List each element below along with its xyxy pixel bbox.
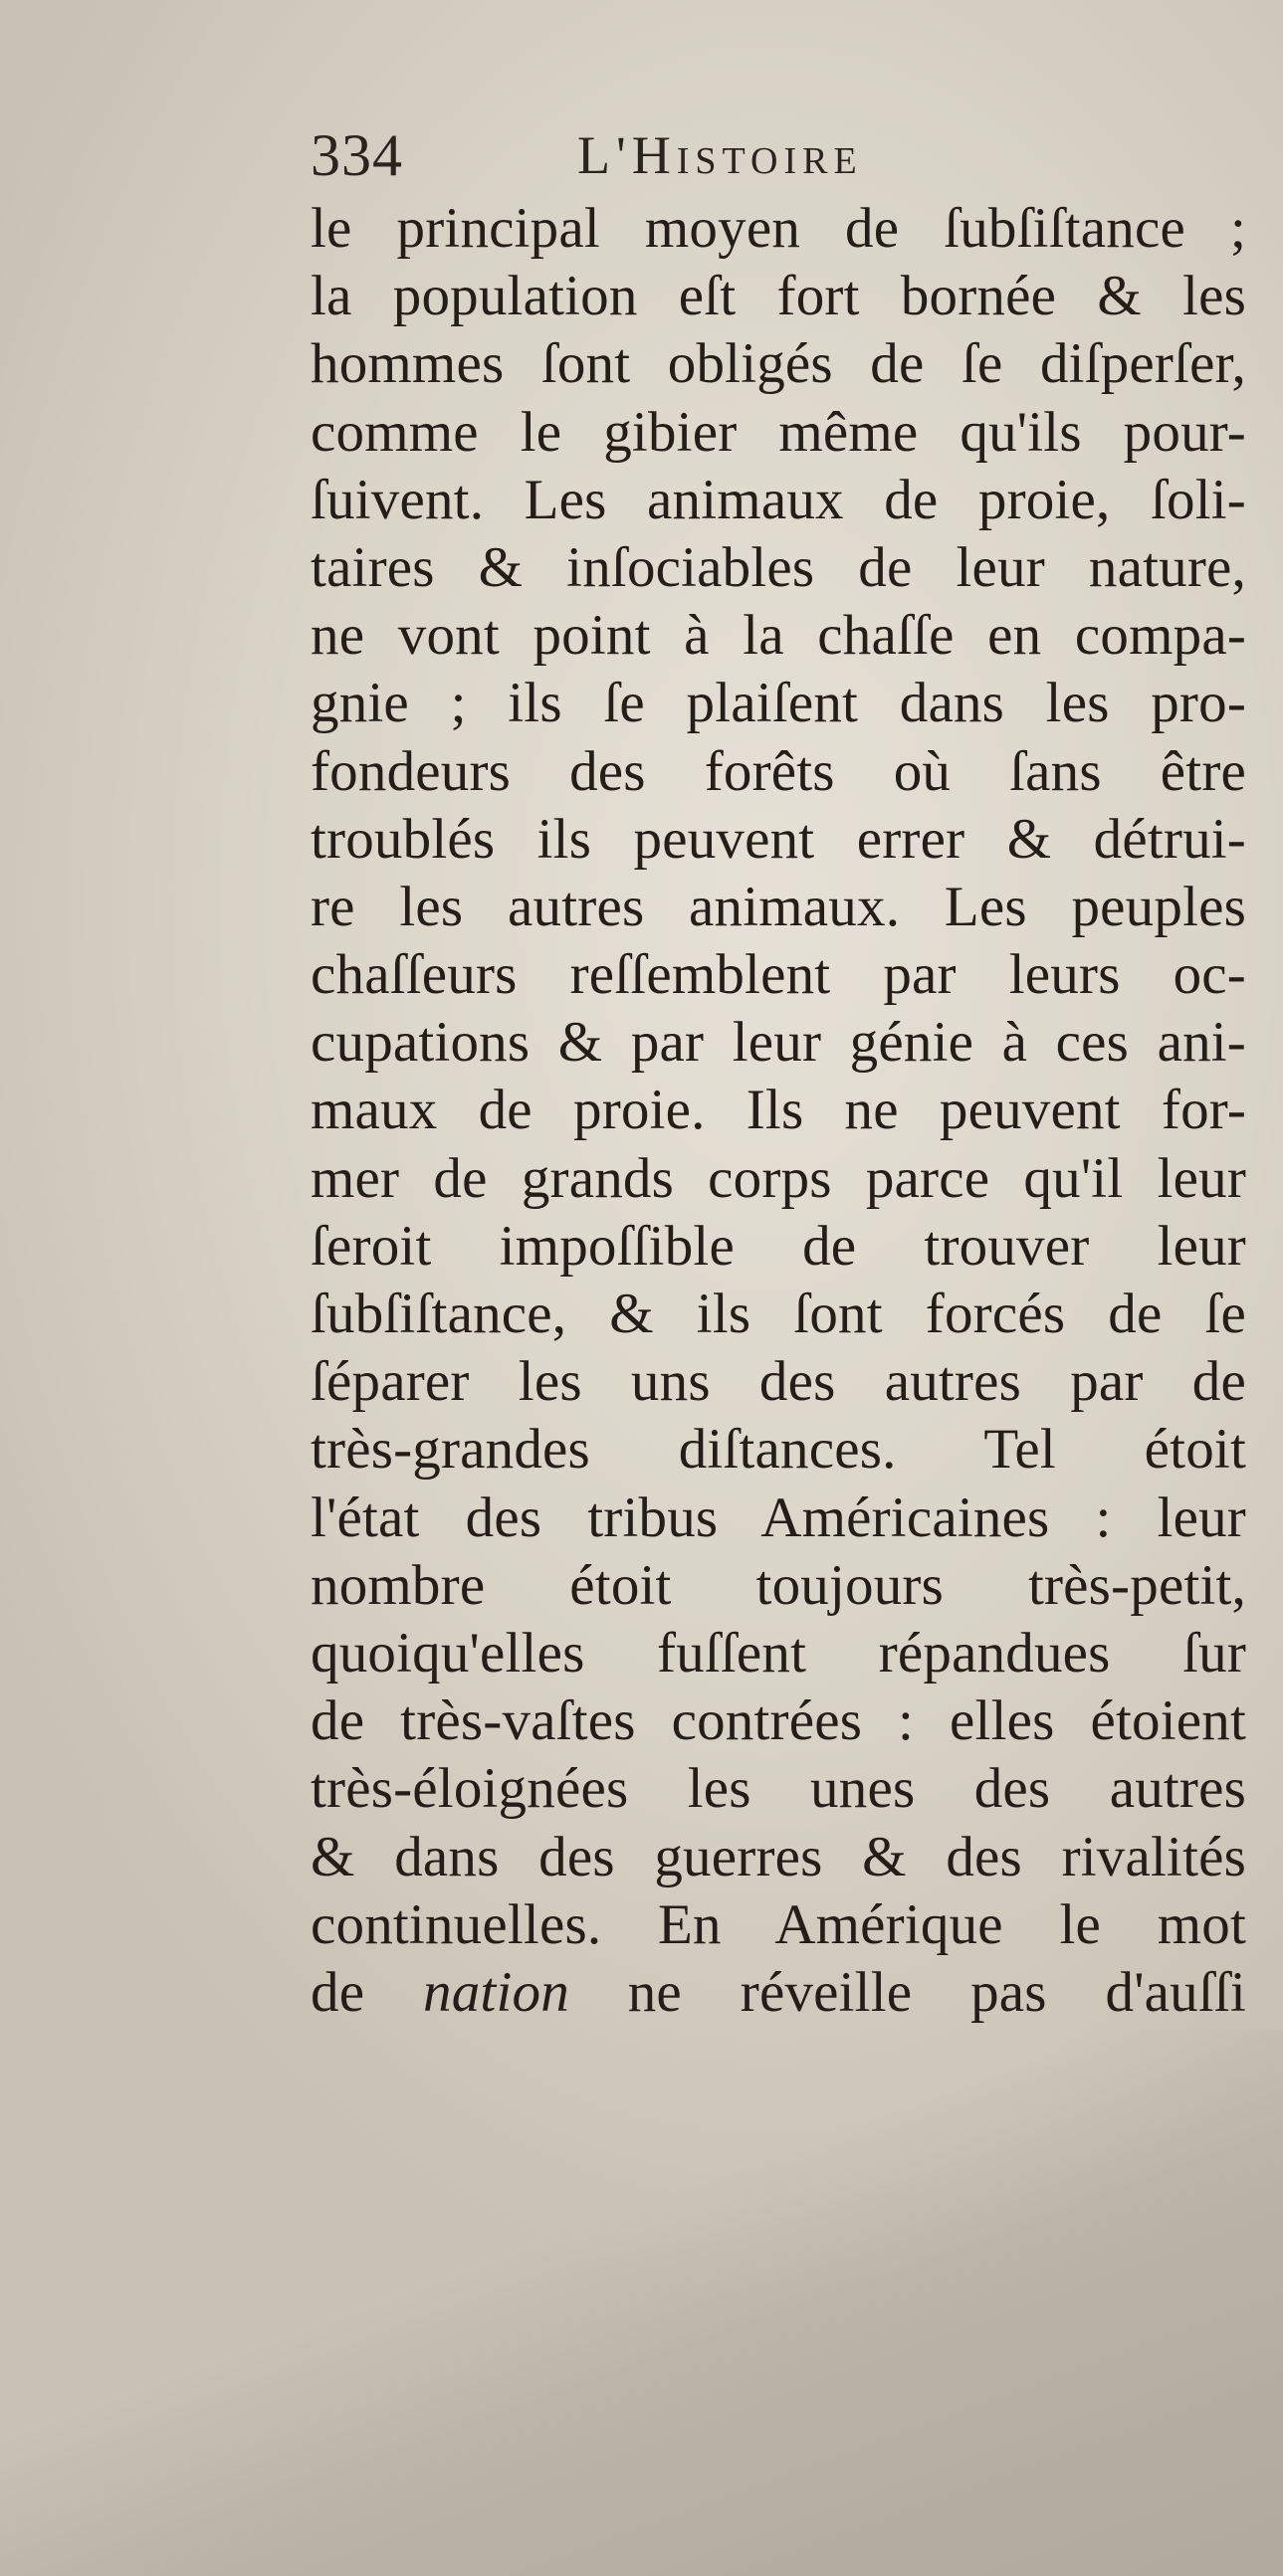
page-shadow (0, 2030, 1283, 2576)
italic-word: nation (423, 1960, 569, 2024)
text-line: mer de grands corps parce qu'il leur (311, 1146, 1246, 1210)
page-number: 334 (311, 122, 403, 188)
running-title: L'Histoire (577, 125, 863, 185)
text-line: hommes ſont obligés de ſe diſperſer, (311, 332, 1246, 396)
page-header (311, 119, 1226, 191)
text-line: de très-vaſtes contrées : elles étoient (311, 1689, 1246, 1753)
text-line: taires & inſociables de leur nature, (311, 535, 1246, 599)
text-line: le principal moyen de ſubſiſtance ; (311, 197, 1246, 260)
text-line: ſuivent. Les animaux de proie, ſoli- (311, 468, 1246, 531)
text-line: l'état des tribus Américaines : leur (311, 1486, 1246, 1549)
text-line: fondeurs des forêts où ſans être (311, 739, 1246, 803)
text-line: ſéparer les uns des autres par de (311, 1350, 1246, 1414)
last-line-end: ne réveille pas d'auſſi (568, 1960, 1246, 2024)
text-line: ſubſiſtance, & ils ſont forcés de ſe (311, 1283, 1246, 1345)
text-line: la population eſt fort bornée & les (311, 265, 1246, 328)
text-line: continuelles. En Amérique le mot (311, 1892, 1246, 1956)
text-line: re les autres animaux. Les peuples (311, 875, 1246, 938)
text-line: très-éloignées les unes des autres (311, 1757, 1246, 1821)
last-line-start: de (311, 1960, 424, 2024)
text-line: cupations & par leur génie à ces ani- (311, 1011, 1246, 1075)
text-line: troublés ils peuvent errer & détrui- (311, 807, 1246, 871)
text-line: maux de proie. Ils ne peuvent for- (311, 1079, 1246, 1142)
text-line: ne vont point à la chaſſe en compa- (311, 604, 1246, 668)
text-line: très-grandes diſtances. Tel étoit (311, 1418, 1246, 1482)
text-line: ſeroit impoſſible de trouver leur (311, 1214, 1246, 1278)
text-line: nombre étoit toujours très-petit, (311, 1553, 1246, 1617)
text-line: & dans des guerres & des rivalités (311, 1825, 1246, 1888)
text-line: gnie ; ils ſe plaiſent dans les pro- (311, 672, 1246, 735)
text-line: quoiqu'elles fuſſent répandues ſur (311, 1621, 1246, 1684)
text-line: comme le gibier même qu'ils pour- (311, 400, 1246, 464)
text-line-last (311, 1959, 1246, 2027)
body-text (311, 195, 1246, 2027)
text-line: chaſſeurs reſſemblent par leurs oc- (311, 943, 1246, 1007)
